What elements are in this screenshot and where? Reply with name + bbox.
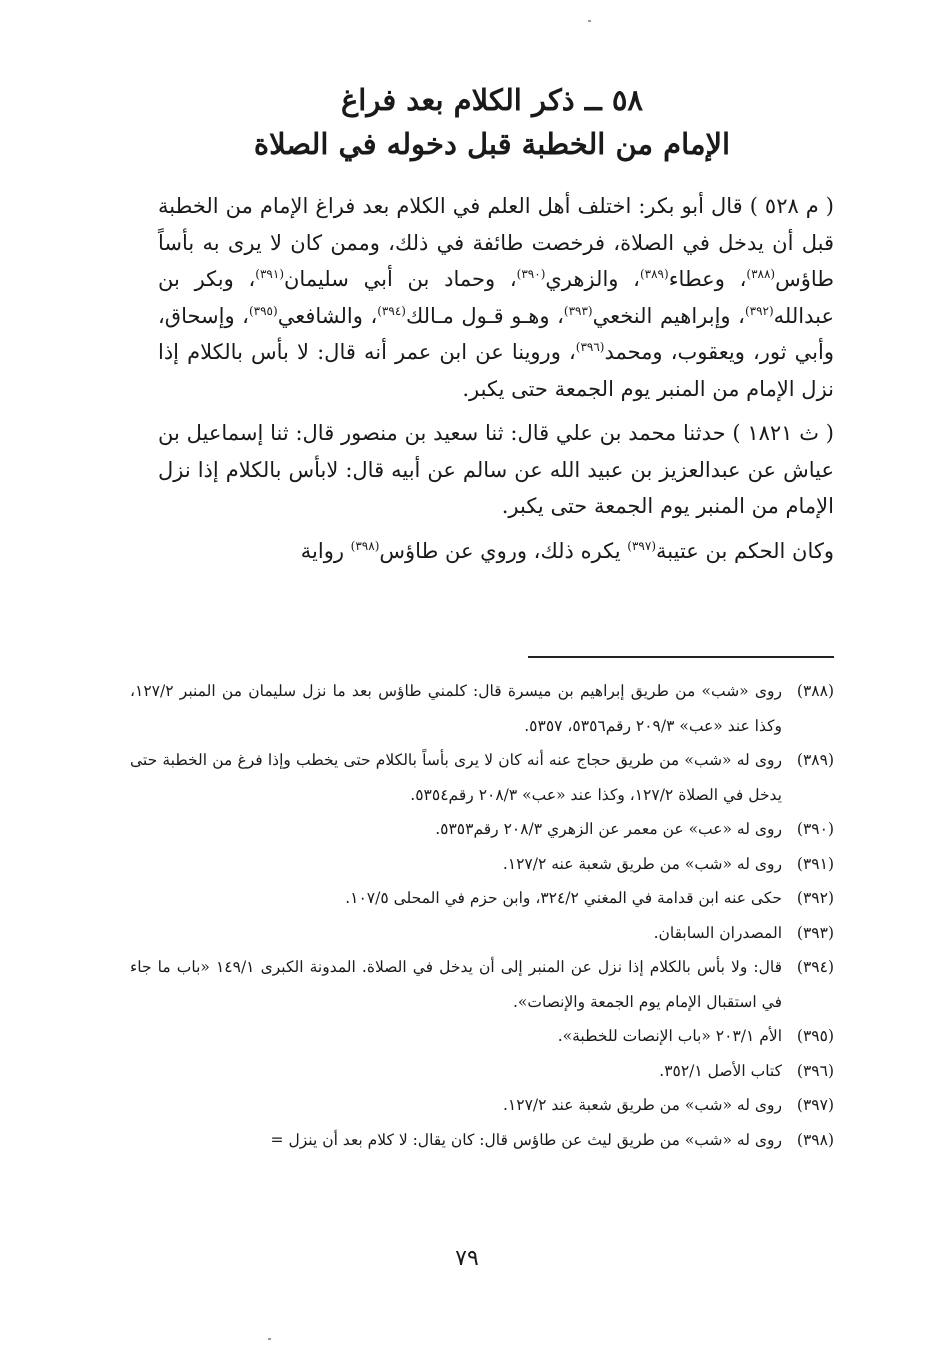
chapter-heading [150,78,834,166]
footnote-number: (٣٩٦) [796,1061,834,1080]
main-text [158,188,834,569]
footnote-number: (٣٩٥) [796,1027,834,1045]
footnote-text: كتاب الأصل ٣٥٢/١. [659,1061,782,1080]
footnote-number: (٣٩١) [796,854,834,873]
heading-line-2: الإمام من الخطبة قبل دخوله في الصلاة [253,127,731,161]
footnote-text: قال: ولا بأس بالكلام إذا نزل عن المنبر إلى أن يدخل في الصلاة. المدونة الكبرى ١٤٩/١ «باب ما جاء في استقبال الإمام يوم الجمعة والإنصات». [130,958,782,1011]
text-segment: يكره ذلك، وروي عن طاؤس [379,538,628,563]
text-segment: ، والشافعي [277,303,378,328]
footnote [130,1123,834,1158]
footnote-reference: (٣٩٢) [744,303,774,318]
text-segment: ، وإسحاق، وأبي ثور، ويعقوب، ومحمد [158,303,834,364]
footnote-number: (٣٨٨) [796,682,834,700]
footnote-number: (٣٩٠) [796,820,834,838]
footnote-text: روى «شب» من طريق إبراهيم بن ميسرة قال: كلمني طاؤس بعد ما نزل سليمان من المنبر ١٢٧/٢، وكذا عند «عب» ٢٠٩/٣ رقم٥٣٥٦، ٥٣٥٧. [130,682,782,735]
footnote [130,812,834,847]
footnote [130,881,834,916]
footnote-text: روى له «شب» من طريق شعبة عند ١٢٧/٢. [502,1096,782,1114]
footnote [130,1088,834,1123]
footnote-text: حكى عنه ابن قدامة في المغني ٣٢٤/٢، وابن حزم في المحلى ١٠٧/٥. [345,889,782,907]
paragraph [158,533,834,570]
footnote-reference: (٣٩٣) [563,303,593,318]
footnote-reference: (٣٩١) [255,267,284,281]
footnote-reference: (٣٩٨) [350,538,380,553]
text-segment: ، والزهري [545,267,640,291]
footnote [130,916,834,951]
footnote-text: روى له «شب» من طريق حجاج عنه أنه كان لا يرى بأساً بالكلام حتى يخطب وإذا فرغ من الخطبة حتى يدخل في الصلاة ١٢٧/٢، وكذا عند «عب» ٢٠٨/٣ رقم٥٣٥٤. [130,751,782,804]
footnote-number: (٣٨٩) [796,751,834,769]
footnote [130,1054,834,1089]
footnote-separator [528,656,834,658]
footnote-reference: (٣٩٦) [575,340,605,354]
footnote-text: روى له «عب» عن معمر عن الزهري ٢٠٨/٣ رقم٥٣٥٣. [435,820,782,838]
text-segment: ، وعطاء [668,267,747,291]
heading-line-1: ٥٨ ــ ذكر الكلام بعد فراغ [340,83,644,117]
footnote-number: (٣٩٧) [796,1096,834,1114]
text-segment: ، وروينا عن ابن عمر أنه قال: لا بأس بالكلام إذا نزل الإمام من المنبر يوم الجمعة حتى يكبر. [158,340,834,401]
text-segment: ( ث ١٨٢١ ) حدثنا محمد بن علي قال: ثنا سعيد بن منصور قال: ثنا إسماعيل بن عياش عن عبدالعزيز بن عبيد الله عن سالم عن أبيه قال: لابأس بالكلام إذا نزل الإمام من المنبر يوم الجمعة حتى يكبر. [158,421,834,518]
footnote-reference: (٣٩٥) [248,303,278,318]
paragraph [158,415,834,525]
text-segment: وكان الحكم بن عتيبة [656,538,834,563]
footnote-reference: (٣٩٧) [627,538,657,553]
footnote-reference: (٣٩٤) [377,303,406,318]
text-segment: ، وهـو قـول مـالك [405,303,564,328]
text-segment: ، وحماد بن أبي سليمان [284,267,517,291]
footnote-number: (٣٩٣) [796,923,834,942]
footnote-text: المصدران السابقان. [653,923,782,942]
footnote [130,743,834,812]
footnote [130,847,834,882]
footnote-reference: (٣٩٠) [516,267,546,281]
page-number: ٧٩ [455,1246,479,1271]
footnote-reference: (٣٨٨) [746,267,776,281]
scan-speck [588,20,591,22]
footnote-text: روى له «شب» من طريق شعبة عنه ١٢٧/٢. [502,854,782,873]
paragraph [158,188,834,407]
footnote-number: (٣٩٨) [796,1130,834,1149]
text-segment: ، وبكر بن عبدالله [158,267,834,328]
scan-speck [268,1338,271,1340]
footnote [130,674,834,743]
footnote [130,1019,834,1054]
footnote-text: روى له «شب» من طريق ليث عن طاؤس قال: كان يقال: لا كلام بعد أن ينزل = [270,1130,782,1149]
text-segment: رواية [300,538,351,563]
text-segment: ، وإبراهيم النخعي [592,303,745,328]
text-segment: ( م ٥٢٨ ) قال أبو بكر: اختلف أهل العلم في الكلام بعد فراغ الإمام من الخطبة قبل أن يدخل في الصلاة، فرخصت طائفة في ذلك، وممن كان لا يرى به بأساً طاؤس [158,194,834,291]
footnote [130,950,834,1019]
footnote-reference: (٣٨٩) [639,267,669,281]
footnote-number: (٣٩٤) [796,958,834,976]
footnote-number: (٣٩٢) [796,889,834,907]
footnote-text: الأم ٢٠٣/١ «باب الإنصات للخطبة». [557,1027,782,1045]
footnotes [130,674,834,1157]
